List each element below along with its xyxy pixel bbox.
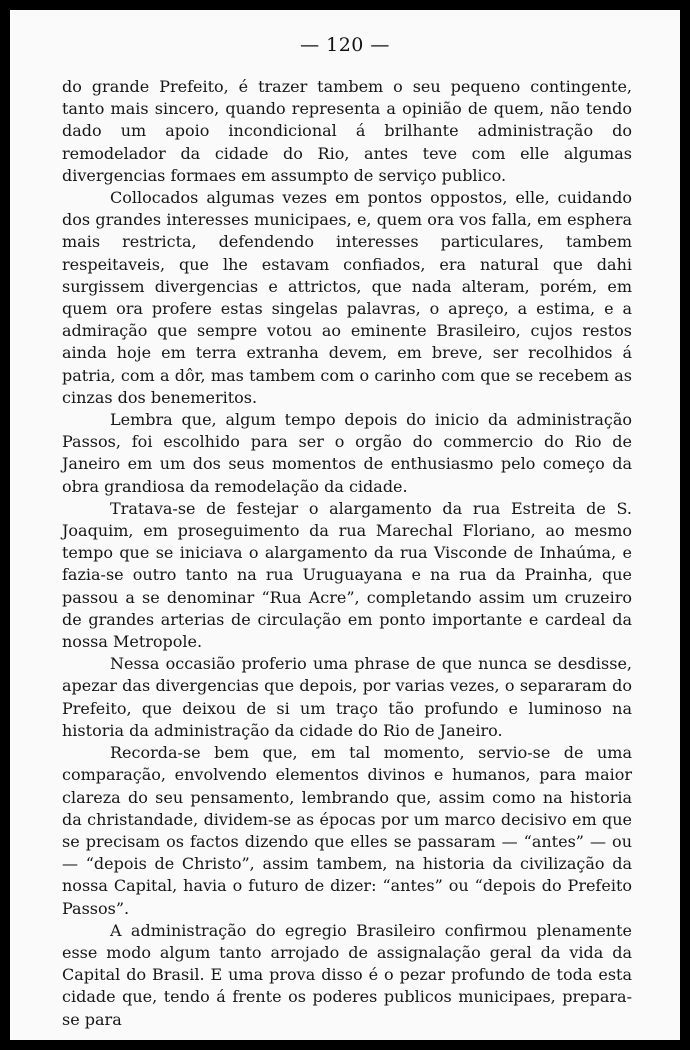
book-page xyxy=(10,10,680,1040)
paragraph: Recorda-se bem que, em tal momento, servio-se de uma comparação, envolvendo elementos divinos e humanos, para maior clareza do seu pensamento, lembrando que, assim como na historia da christandade, dividem-se as épocas por um marco decisivo em que se precisam os factos dizendo que elles se passaram — “antes” — ou — “depois de Christo”, assim tambem, na historia da civilização da nossa Capital, havia o futuro de dizer: “antes” ou “depois do Prefeito Passos”. xyxy=(62,743,632,918)
paragraph: do grande Prefeito, é trazer tambem o seu pequeno contingente, tanto mais sincero, quando representa a opinião de quem, não tendo dado um apoio incondicional á brilhante administração do remodelador da cidade do Rio, antes teve com elle algumas divergencias formaes em assumpto de serviço publico. xyxy=(62,77,632,185)
body-text xyxy=(62,76,632,1031)
paragraph: Tratava-se de festejar o alargamento da rua Estreita de S. Joaquim, em proseguimento da rua Marechal Floriano, ao mesmo tempo que se iniciava o alargamento da rua Visconde de Inhaúma, e fazia-se outro tanto na rua Uruguayana e na rua da Prainha, que passou a se denominar “Rua Acre”, completando assim um cruzeiro de grandes arterias de circulação em ponto importante e cardeal da nossa Metropole. xyxy=(62,498,632,652)
paragraph: Nessa occasião proferio uma phrase de que nunca se desdisse, apezar das divergencias que depois, por varias vezes, o separaram do Prefeito, que deixou de si um traço tão profundo e luminoso na historia da administração da cidade do Rio de Janeiro. xyxy=(62,654,632,740)
paragraph: Collocados algumas vezes em pontos oppostos, elle, cuidando dos grandes interesses municipaes, e, quem ora vos falla, em esphera mais restricta, defendendo interesses particulares, tambem respeitaveis, que lhe estavam confiados, era natural que dahi surgissem divergencias e attrictos, que nada alteram, porém, em quem ora profere estas singelas palavras, o apreço, a estima, e a admiração que sempre votou ao eminente Brasileiro, cujos restos ainda hoje em terra extranha devem, em breve, ser recolhidos á patria, com a dôr, mas tambem com o carinho com que se recebem as cinzas dos benemeritos. xyxy=(62,188,632,407)
paragraph: A administração do egregio Brasileiro confirmou plenamente esse modo algum tanto arrojado de assignalação geral da vida da Capital do Brasil. E uma prova disso é o pezar profundo de toda esta cidade que, tendo á frente os poderes publicos municipaes, prepara-se para xyxy=(62,920,632,1029)
paragraph: Lembra que, algum tempo depois do inicio da administração Passos, foi escolhido para ser o orgão do commercio do Rio de Janeiro em um dos seus momentos de enthusiasmo pelo começo da obra grandiosa da remodelação da cidade. xyxy=(62,410,632,496)
page-number: — 120 — xyxy=(300,34,390,56)
